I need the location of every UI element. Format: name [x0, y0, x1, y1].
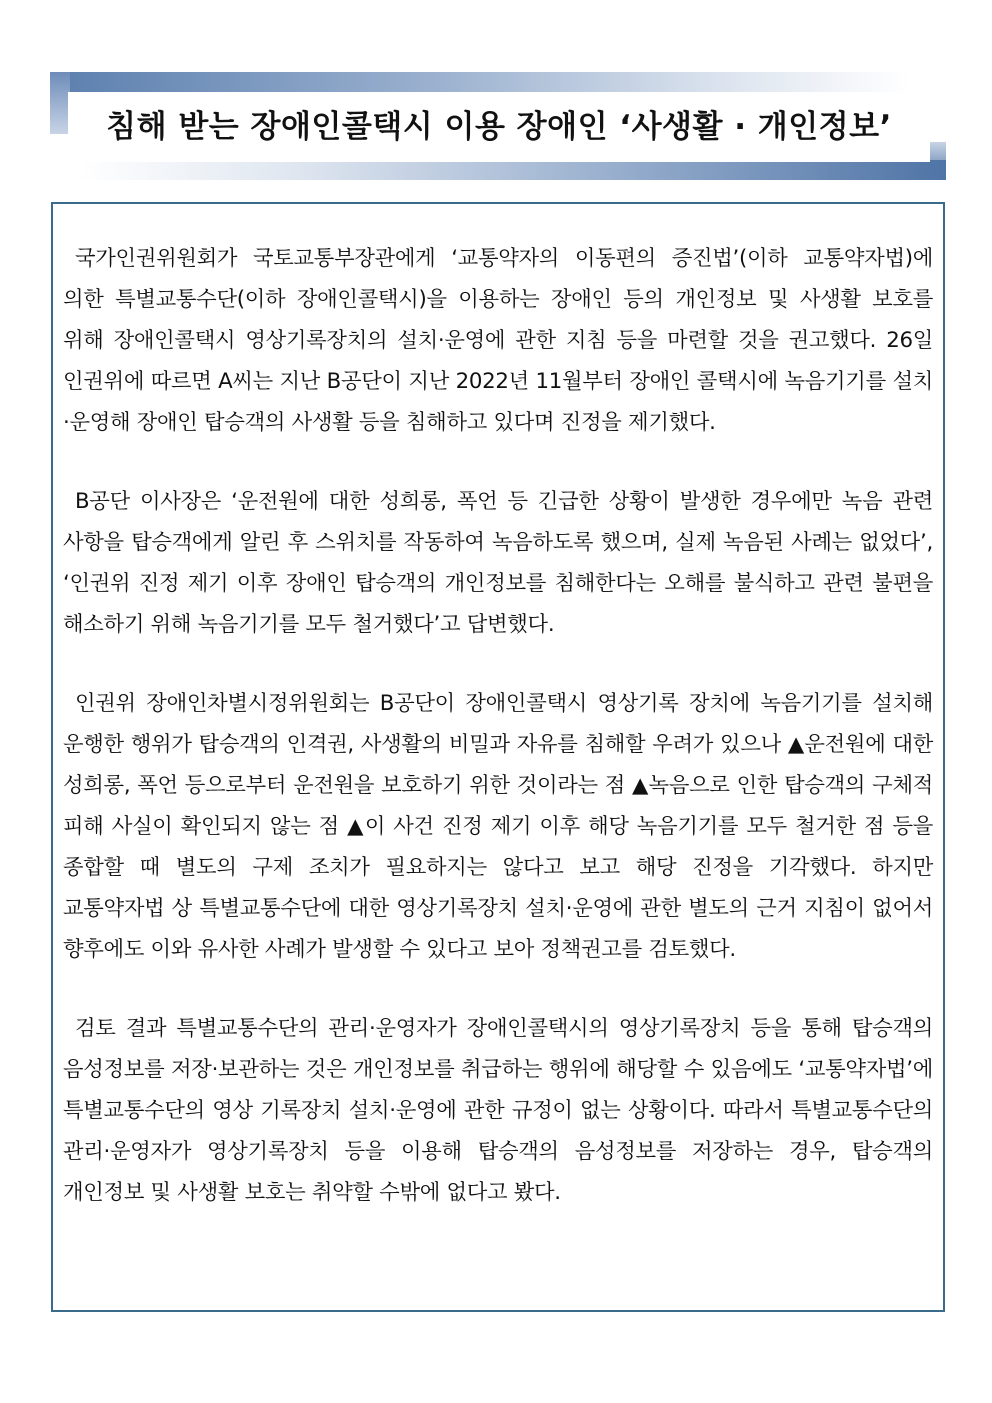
article-paragraph-3: 인권위 장애인차별시정위원회는 B공단이 장애인콜택시 영상기록 장치에 녹음기기를 설치해 운행한 행위가 탑승객의 인격권, 사생활의 비밀과 자유를 침해할 우려가 있으나 ▲운전원에 대한 성희롱, 폭언 등으로부터 운전원을 보호하기 위한 것이라는 점 ▲녹음으로 인한 탑승객의 구체적 피해 사실이 확인되지 않는 점 ▲이 사건 진정 제기 이후 해당 녹음기기를 모두 철거한 점 등을 종합할 때 별도의 구제 조치가 필요하지는 않다고 보고 해당 진정을 기각했다. 하지만 교통약자법 상 특별교통수단에 대한 영상기록장치 설치·운영에 관한 별도의 근거 지침이 없어서 향후에도 이와 유사한 사례가 발생할 수 있다고 보아 정책권고를 검토했다. [63, 691, 933, 962]
title-banner [50, 72, 946, 180]
banner-bottom-gradient-bar [80, 160, 946, 180]
article-paragraph-1: 국가인권위원회가 국토교통부장관에게 ‘교통약자의 이동편의 증진법’(이하 교통약자법)에 의한 특별교통수단(이하 장애인콜택시)을 이용하는 장애인 등의 개인정보 및 사생활 보호를 위해 장애인콜택시 영상기록장치의 설치·운영에 관한 지침 등을 마련할 것을 권고했다. 26일 인권위에 따르면 A씨는 지난 B공단이 지난 2022년 11월부터 장애인 콜택시에 녹음기기를 설치·운영해 장애인 탑승객의 사생활 등을 침해하고 있다며 진정을 제기했다. [63, 246, 933, 435]
article-paragraph-2: B공단 이사장은 ‘운전원에 대한 성희롱, 폭언 등 긴급한 상황이 발생한 경우에만 녹음 관련 사항을 탑승객에게 알린 후 스위치를 작동하여 녹음하도록 했으며, 실제 녹음된 사례는 없었다’, ‘인권위 진정 제기 이후 장애인 탑승객의 개인정보를 침해한다는 오해를 불식하고 관련 불편을 해소하기 위해 녹음기기를 모두 철거했다’고 답변했다. [63, 489, 933, 637]
banner-face [68, 92, 930, 162]
banner-top-gradient-bar [50, 72, 910, 94]
banner-left-gradient-bar [50, 72, 70, 134]
article-paragraph-4: 검토 결과 특별교통수단의 관리·운영자가 장애인콜택시의 영상기록장치 등을 통해 탑승객의 음성정보를 저장·보관하는 것은 개인정보를 취급하는 행위에 해당할 수 있음에도 ‘교통약자법’에 특별교통수단의 영상 기록장치 설치·운영에 관한 규정이 없는 상황이다. 따라서 특별교통수단의 관리·운영자가 영상기록장치 등을 이용해 탑승객의 음성정보를 저장하는 경우, 탑승객의 개인정보 및 사생활 보호는 취약할 수밖에 없다고 봤다. [63, 1016, 933, 1205]
page-title: 침해 받는 장애인콜택시 이용 장애인 ‘사생활 · 개인정보’ [106, 109, 892, 145]
article-box [51, 202, 945, 1312]
